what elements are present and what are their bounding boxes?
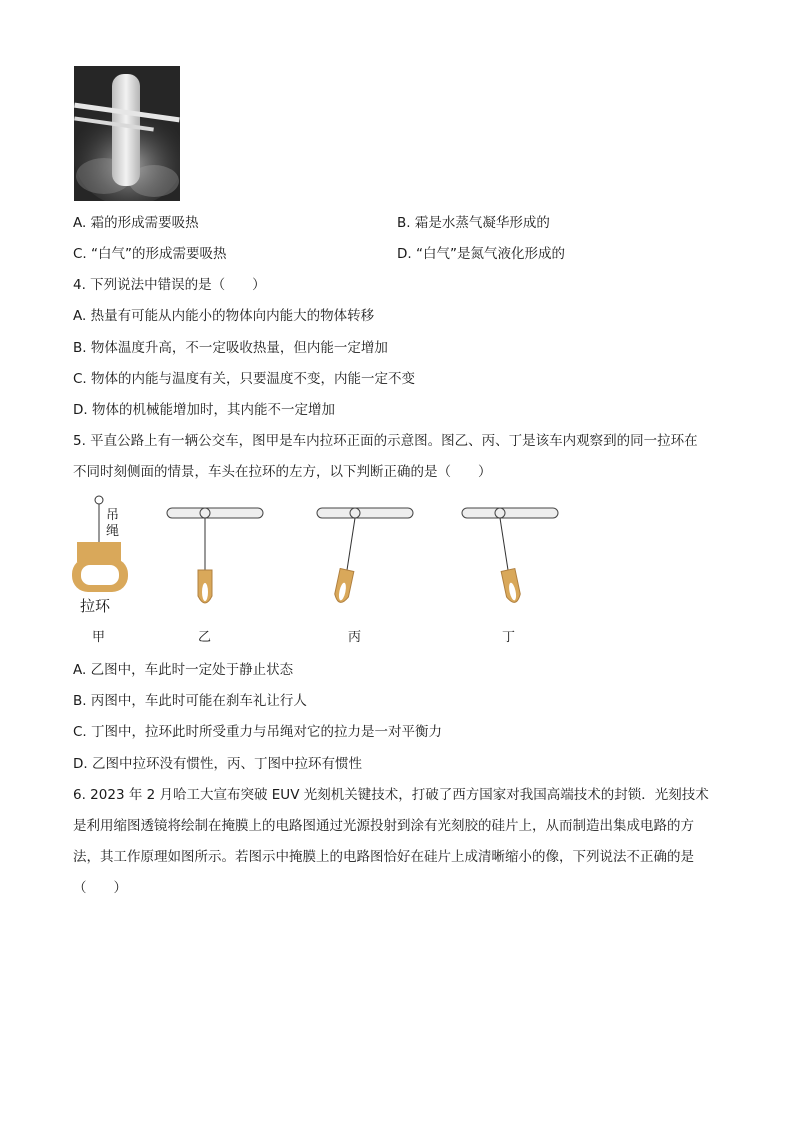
side-view-yi: [167, 508, 263, 603]
q5-option-a: A. 乙图中，车此时一定处于静止状态: [73, 662, 294, 678]
q4-stem: 4. 下列说法中错误的是（ ）: [73, 277, 266, 293]
q4-option-b: B. 物体温度升高，不一定吸收热量，但内能一定增加: [73, 340, 388, 356]
test-tube-photo: [74, 66, 180, 201]
q4-option-a: A. 热量有可能从内能小的物体向内能大的物体转移: [73, 308, 375, 324]
q3-option-a: A. 霜的形成需要吸热: [73, 215, 199, 231]
q6-stem-line1: 6. 2023 年 2 月哈工大宣布突破 EUV 光刻机关键技术，打破了西方国家对我国高端技术的封锁．光刻技术: [73, 787, 709, 803]
rope-label-2: 绳: [106, 524, 120, 539]
caption-jia: 甲: [92, 630, 106, 645]
q3-option-b: B. 霜是水蒸气凝华形成的: [397, 215, 550, 231]
q6-stem-line2: 是利用缩图透镜将绘制在掩膜上的电路图通过光源投射到涂有光刻胶的硅片上，从而制造出集成电路的方: [73, 818, 694, 834]
q5-stem-line2: 不同时刻侧面的情景，车头在拉环的左方，以下判断正确的是（ ）: [73, 464, 492, 480]
q5-stem-line1: 5. 平直公路上有一辆公交车，图甲是车内拉环正面的示意图。图乙、丙、丁是该车内观察到的同一拉环在: [73, 433, 698, 449]
side-view-bing: [317, 508, 413, 604]
rope-label-1: 吊: [106, 508, 120, 523]
caption-bing: 丙: [348, 630, 362, 645]
q5-option-c: C. 丁图中，拉环此时所受重力与吊绳对它的拉力是一对平衡力: [73, 724, 443, 740]
q6-stem-line3: 法，其工作原理如图所示。若图示中掩膜上的电路图恰好在硅片上成清晰缩小的像，下列说法不正确的是: [73, 849, 694, 865]
front-view-ring: [72, 496, 128, 592]
side-view-ding: [462, 508, 558, 604]
ring-label: 拉环: [80, 597, 111, 615]
q5-option-b: B. 丙图中，车此时可能在刹车礼让行人: [73, 693, 307, 709]
q5-figure: [60, 492, 580, 652]
q3-option-d: D. “白气”是氮气液化形成的: [397, 246, 565, 262]
q4-option-c: C. 物体的内能与温度有关，只要温度不变，内能一定不变: [73, 371, 416, 387]
caption-ding: 丁: [502, 630, 516, 645]
q5-option-d: D. 乙图中拉环没有惯性，丙、丁图中拉环有惯性: [73, 756, 362, 772]
q4-option-d: D. 物体的机械能增加时，其内能不一定增加: [73, 402, 335, 418]
caption-yi: 乙: [198, 630, 212, 645]
q3-option-c: C. “白气”的形成需要吸热: [73, 246, 227, 262]
q6-stem-line4: （ ）: [73, 880, 127, 896]
